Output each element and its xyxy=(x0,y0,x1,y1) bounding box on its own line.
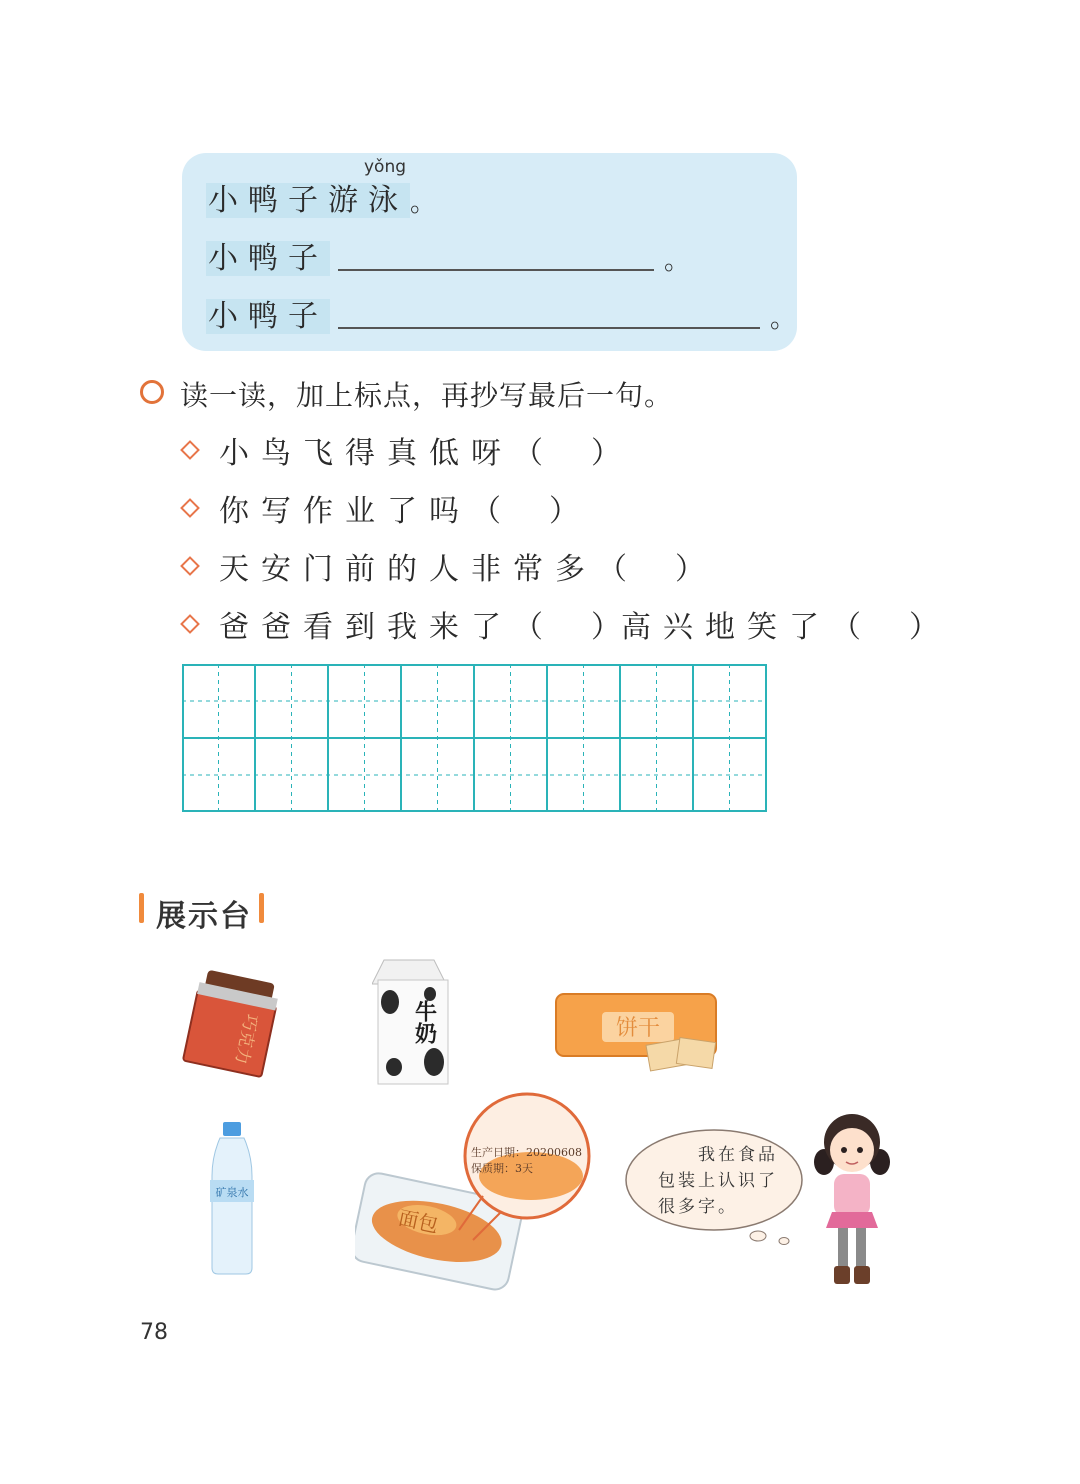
diamond-bullet-icon xyxy=(180,440,200,460)
exercise-text: 爸爸看到我来了 xyxy=(219,610,513,645)
exercise-text: 高兴地笑了 xyxy=(621,610,831,645)
diamond-bullet-icon xyxy=(180,498,200,518)
title-bar-left xyxy=(139,893,144,923)
diamond-bullet-icon xyxy=(180,556,200,576)
paren-open: （ xyxy=(831,610,861,645)
paren-close: ） xyxy=(591,436,621,471)
sentence-box xyxy=(182,153,797,351)
writing-grid[interactable] xyxy=(182,664,768,814)
chocolate-label: 巧克力 xyxy=(230,1011,261,1067)
period: 。 xyxy=(770,304,797,334)
title-bar-right xyxy=(259,893,264,923)
paren-close: ） xyxy=(549,494,579,529)
period: 。 xyxy=(664,246,691,276)
exercise-text: 小鸟飞得真低呀 xyxy=(219,436,513,471)
exercise-item xyxy=(183,428,621,472)
biscuit-label: 饼干 xyxy=(615,1016,661,1041)
production-date: 生产日期：20200608 xyxy=(471,1146,582,1159)
pinyin-annotation: yǒng xyxy=(364,157,407,177)
fill-blank[interactable] xyxy=(338,267,654,271)
milk-label: 牛奶 xyxy=(411,1000,437,1044)
page-number: 78 xyxy=(140,1320,168,1345)
paren-open: （ xyxy=(471,494,501,529)
bread-illustration xyxy=(355,1090,605,1302)
exercise-item xyxy=(183,544,705,588)
period: 。 xyxy=(410,188,437,218)
exercise-text: 你写作业了吗 xyxy=(219,494,471,529)
sentence-line-3 xyxy=(206,285,796,335)
exercise-item xyxy=(183,602,939,646)
showcase-title: 展示台 xyxy=(156,899,252,934)
biscuit-pack-illustration xyxy=(552,986,732,1082)
paren-open: （ xyxy=(597,552,627,587)
sentence-line-2 xyxy=(206,227,690,277)
paren-close: ） xyxy=(909,610,939,645)
speech-bubble xyxy=(622,1126,808,1246)
circle-bullet-icon xyxy=(140,380,164,404)
task-title: 读一读，加上标点，再抄写最后一句。 xyxy=(180,379,674,412)
shelf-life: 保质期：3天 xyxy=(471,1162,533,1175)
diamond-bullet-icon xyxy=(180,614,200,634)
sentence-text: 小鸭子 xyxy=(208,241,328,276)
exercise-text: 天安门前的人非常多 xyxy=(219,552,597,587)
sentence-text: 小鸭子 xyxy=(208,299,328,334)
bubble-line-1: 我在食品 xyxy=(698,1145,778,1165)
paren-close: ） xyxy=(591,610,621,645)
paren-open: （ xyxy=(513,436,543,471)
girl-illustration xyxy=(812,1104,892,1290)
paren-close: ） xyxy=(675,552,705,587)
milk-carton-illustration xyxy=(372,952,456,1088)
bread-label: 面包 xyxy=(396,1205,441,1238)
paren-open: （ xyxy=(513,610,543,645)
fill-blank[interactable] xyxy=(338,325,760,329)
water-label: 矿泉水 xyxy=(215,1186,249,1199)
bubble-line-3: 很多字。 xyxy=(658,1197,738,1217)
sentence-text: 小鸭子游泳 xyxy=(208,183,408,218)
bubble-line-2: 包装上认识了 xyxy=(658,1171,778,1191)
exercise-item xyxy=(183,486,579,530)
water-bottle-illustration xyxy=(204,1120,260,1278)
chocolate-illustration xyxy=(176,964,290,1080)
